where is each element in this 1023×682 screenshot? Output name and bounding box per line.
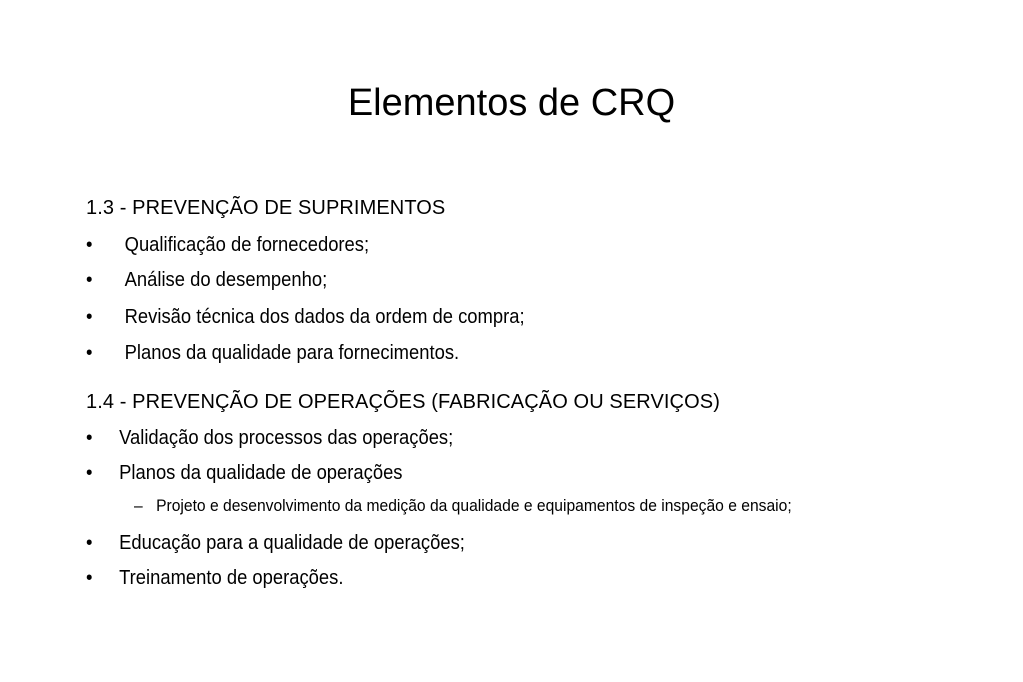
bullet-icon: • [86, 342, 93, 364]
bullet-icon: • [86, 462, 93, 484]
list-item-text: Planos da qualidade de operações [119, 462, 403, 484]
list-item-text: Educação para a qualidade de operações; [119, 532, 465, 554]
section-heading-suprimentos: 1.3 - PREVENÇÃO DE SUPRIMENTOS [86, 197, 446, 219]
list-item-text: Revisão técnica dos dados da ordem de compra; [124, 306, 525, 328]
list-item-text: Planos da qualidade para fornecimentos. [124, 342, 460, 364]
list-item-text: Qualificação de fornecedores; [124, 234, 370, 256]
dash-icon: – [134, 496, 143, 515]
bullet-icon: • [86, 306, 93, 328]
list-item-text: Treinamento de operações. [119, 567, 344, 589]
sub-list-item-text: Projeto e desenvolvimento da medição da qualidade e equipamentos de inspeção e ensaio; [156, 496, 792, 515]
section-heading-operacoes: 1.4 - PREVENÇÃO DE OPERAÇÕES (FABRICAÇÃO OU SERVIÇOS) [86, 391, 720, 413]
bullet-icon: • [86, 567, 93, 589]
list-item-text: Validação dos processos das operações; [119, 427, 454, 449]
list-item-text: Análise do desempenho; [124, 269, 328, 291]
bullet-icon: • [86, 532, 93, 554]
bullet-icon: • [86, 427, 93, 449]
bullet-icon: • [86, 234, 93, 256]
slide-title: Elementos de CRQ [347, 82, 676, 124]
bullet-icon: • [86, 269, 93, 291]
